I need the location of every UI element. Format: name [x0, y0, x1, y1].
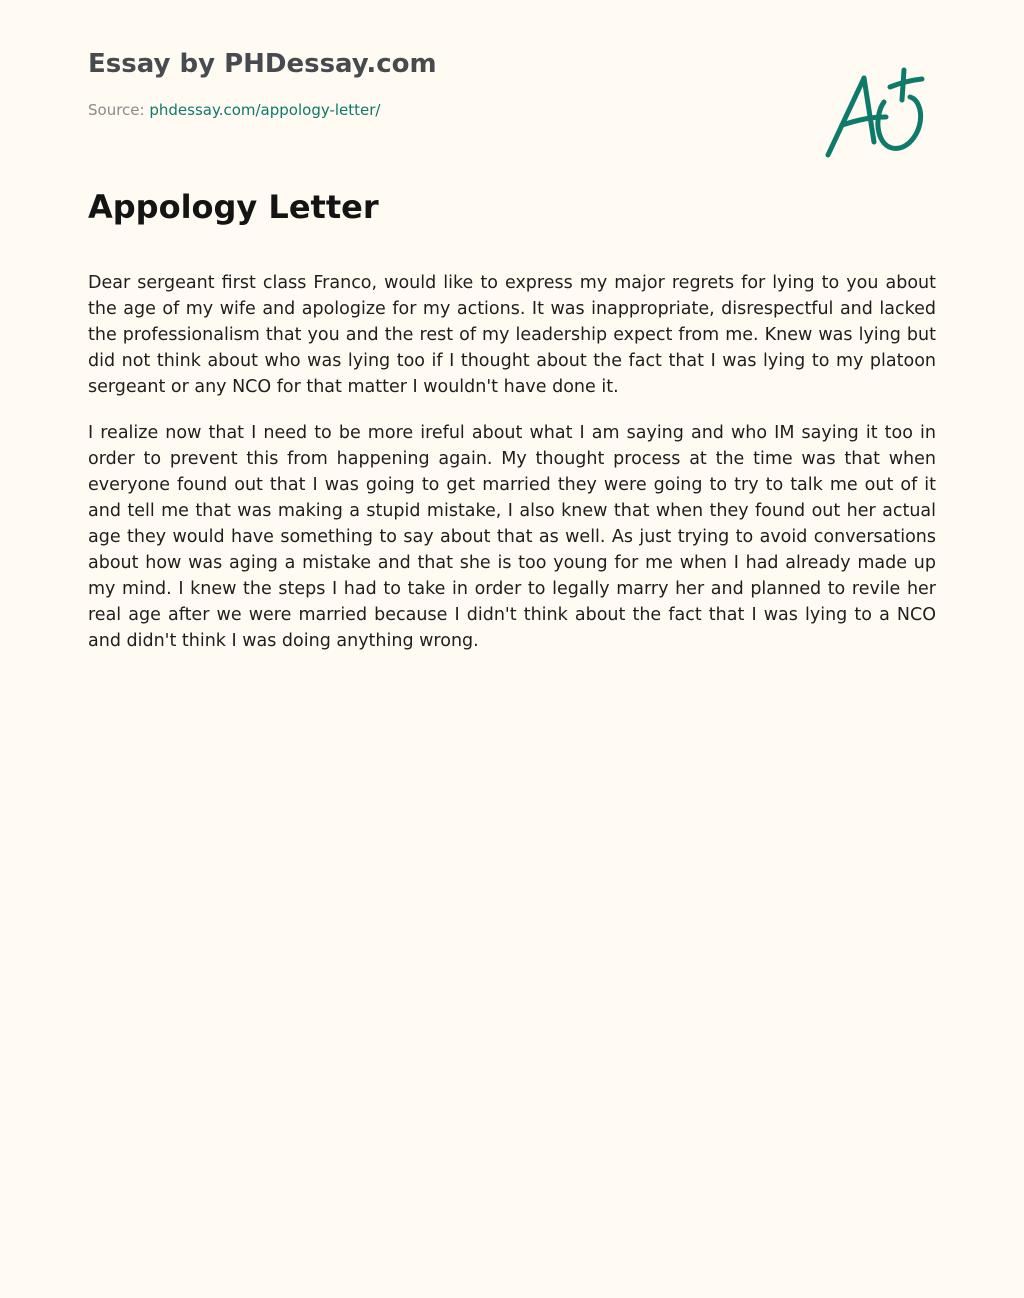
essay-paragraph: I realize now that I need to be more ireful about what I am saying and who IM saying it too in order to prevent this from happening again. My thought process at the time was that when everyone found out that I was going to get married they were going to try to talk me out of it and tell me that was making a stupid mistake, I also knew that when they found out her actual age they would have something to say about that as well. As just trying to avoid conversations about how was aging a mistake and that she is too young for me when I had already made up my mind. I knew the steps I had to take in order to legally marry her and planned to revile her real age after we were married because I didn't think about the fact that I was lying to a NCO and didn't think I was doing anything wrong. [88, 423, 936, 651]
source-line [88, 101, 380, 119]
site-brand: Essay by PHDessay.com [88, 49, 437, 79]
essay-paragraph: Dear sergeant first class Franco, would like to express my major regrets for lying to you about the age of my wife and apologize for my actions. It was inappropriate, disrespectful and lacked the professionalism that you and the rest of my leadership expect from me. Knew was lying but did not think about who was lying too if I thought about the fact that I was lying to my platoon sergeant or any NCO for that matter I wouldn't have done it. [88, 273, 936, 397]
essay-body [88, 270, 936, 674]
source-link[interactable]: phdessay.com/appology-letter/ [149, 101, 381, 119]
source-label: Source: [88, 101, 145, 119]
essay-title: Appology Letter [88, 188, 379, 226]
a-plus-grade-icon [820, 62, 932, 162]
